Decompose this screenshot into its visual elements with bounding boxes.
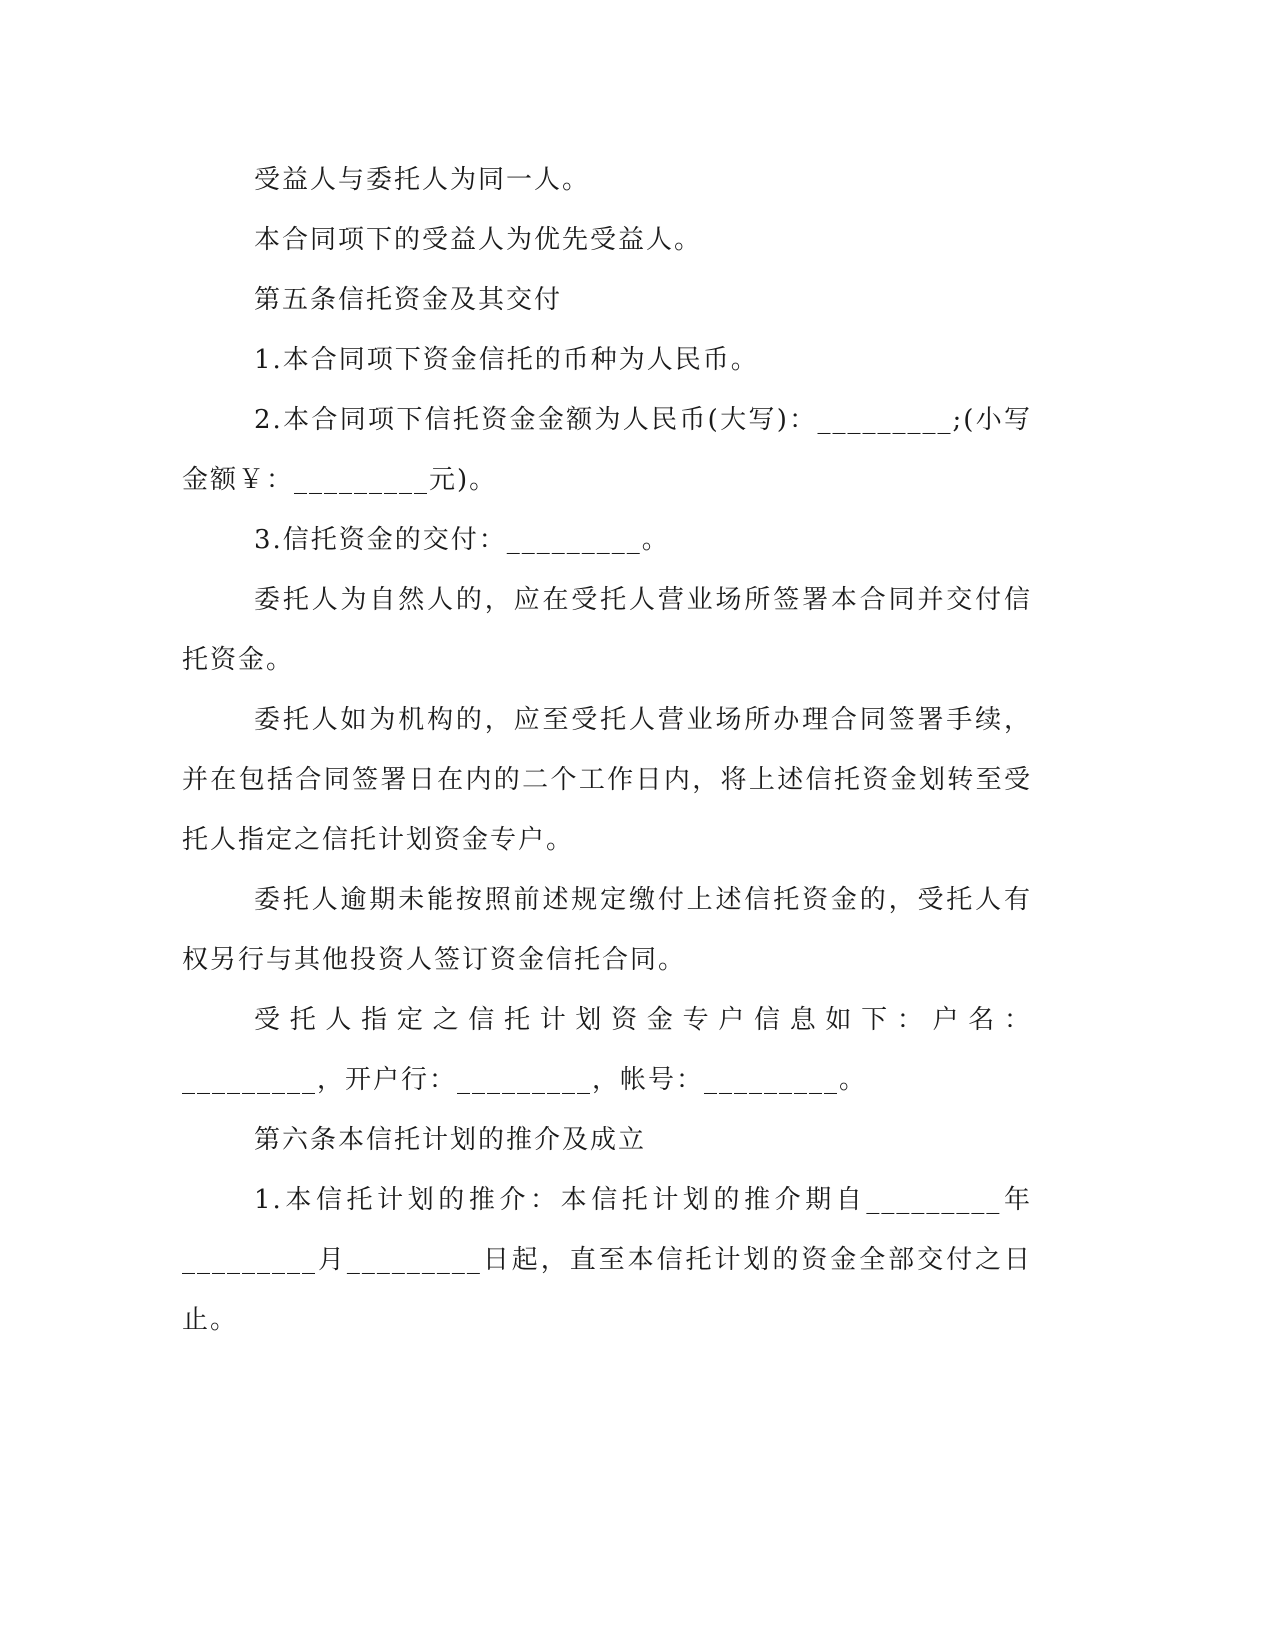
paragraph-account-info: 受托人指定之信托计划资金专户信息如下：户名：_________，开户行：_________，帐号：_________。 bbox=[182, 1005, 1032, 1095]
paragraph-beneficiary-same: 受益人与委托人为同一人。 bbox=[254, 165, 591, 195]
paragraph-clause-6-1: 1.本信托计划的推介：本信托计划的推介期自_________年_________月_________日起，直至本信托计划的资金全部交付之日止。 bbox=[182, 1185, 1032, 1335]
paragraph-clause-5-1: 1.本合同项下资金信托的币种为人民币。 bbox=[254, 345, 759, 375]
section-heading-article-5: 第五条信托资金及其交付 bbox=[254, 285, 563, 315]
document-body bbox=[182, 150, 1032, 1350]
paragraph-priority-beneficiary: 本合同项下的受益人为优先受益人。 bbox=[254, 225, 703, 255]
paragraph-clause-5-3: 3.信托资金的交付：_________。 bbox=[254, 525, 670, 555]
paragraph-institution: 委托人如为机构的，应至受托人营业场所办理合同签署手续，并在包括合同签署日在内的二个工作日内，将上述信托资金划转至受托人指定之信托计划资金专户。 bbox=[182, 705, 1032, 855]
paragraph-clause-5-2: 2.本合同项下信托资金金额为人民币(大写)：_________;(小写金额￥：_________元)。 bbox=[182, 405, 1032, 495]
section-heading-article-6: 第六条本信托计划的推介及成立 bbox=[254, 1125, 647, 1155]
paragraph-overdue: 委托人逾期未能按照前述规定缴付上述信托资金的，受托人有权另行与其他投资人签订资金信托合同。 bbox=[182, 885, 1032, 975]
paragraph-natural-person: 委托人为自然人的，应在受托人营业场所签署本合同并交付信托资金。 bbox=[182, 585, 1032, 675]
